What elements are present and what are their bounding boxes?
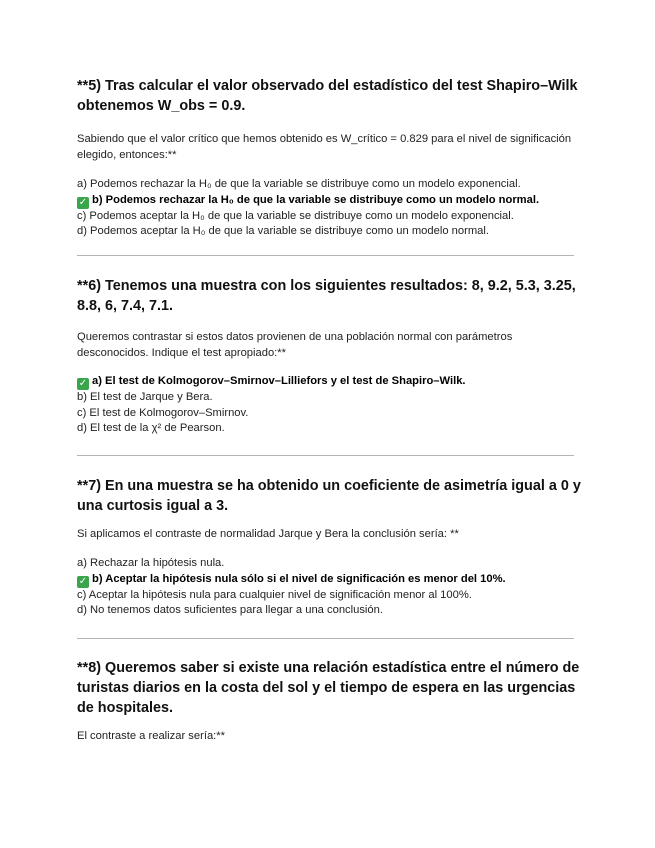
options-list	[77, 374, 582, 437]
question-title: **6) Tenemos una muestra con los siguientes resultados: 8, 9.2, 5.3, 3.25, 8.8, 6, 7.4, 7.1.	[77, 278, 576, 314]
option-text: d) El test de la χ² de Pearson.	[77, 422, 225, 434]
question-intro: Sabiendo que el valor crítico que hemos obtenido es W_crítico = 0.829 para el nivel de significación elegido, entonces:**	[77, 133, 572, 161]
option-text: c) El test de Kolmogorov–Smirnov.	[77, 406, 249, 419]
divider	[77, 255, 574, 256]
option-d	[77, 603, 582, 619]
question-title: **5) Tras calcular el valor observado del estadístico del test Shapiro–Wilk obtenemos W_obs = 0.9.	[77, 78, 578, 114]
option-text: c) Podemos aceptar la H₀ de que la variable se distribuye como un modelo exponencial.	[77, 209, 514, 222]
option-a	[77, 177, 582, 193]
option-text: d) Podemos aceptar la H₀ de que la variable se distribuye como un modelo normal.	[77, 225, 489, 237]
option-c	[77, 406, 582, 422]
question-title: **7) En una muestra se ha obtenido un coeficiente de asimetría igual a 0 y una curtosis igual a 3.	[77, 478, 581, 514]
option-b-correct	[77, 193, 582, 209]
option-a-correct	[77, 374, 582, 390]
question-7	[77, 476, 582, 619]
divider	[77, 455, 574, 456]
question-5	[77, 76, 582, 240]
option-text: b) Podemos rechazar la H₀ de que la variable se distribuye como un modelo normal.	[92, 193, 540, 206]
question-6	[77, 276, 582, 437]
question-intro: El contraste a realizar sería:**	[77, 730, 225, 742]
option-text: b) Aceptar la hipótesis nula sólo si el nivel de significación es menor del 10%.	[92, 572, 506, 585]
option-c	[77, 588, 582, 604]
option-b	[77, 390, 582, 406]
question-intro: Queremos contrastar si estos datos provienen de una población normal con parámetros desconocidos. Indique el test apropiado:**	[77, 331, 513, 359]
question-title: **8) Queremos saber si existe una relación estadística entre el número de turistas diarios en la costa del sol y el tiempo de espera en las urgencias de hospitales.	[77, 660, 580, 716]
option-text: a) Podemos rechazar la H₀ de que la variable se distribuye como un modelo exponencial.	[77, 178, 521, 190]
option-text: a) Rechazar la hipótesis nula.	[77, 557, 225, 569]
option-text: b) El test de Jarque y Bera.	[77, 391, 213, 403]
option-c	[77, 209, 582, 225]
option-a	[77, 556, 582, 572]
options-list	[77, 556, 582, 619]
option-text: c) Aceptar la hipótesis nula para cualquier nivel de significación menor al 100%.	[77, 588, 472, 601]
option-d	[77, 421, 582, 437]
option-text: d) No tenemos datos suficientes para llegar a una conclusión.	[77, 604, 383, 616]
check-mark-icon: ✓	[78, 196, 88, 208]
option-text: a) El test de Kolmogorov–Smirnov–Lilliefors y el test de Shapiro–Wilk.	[92, 375, 466, 387]
divider	[77, 638, 574, 639]
question-intro: Si aplicamos el contraste de normalidad Jarque y Bera la conclusión sería: **	[77, 528, 459, 540]
options-list	[77, 177, 582, 240]
check-mark-icon: ✓	[78, 378, 88, 389]
question-8	[77, 658, 582, 744]
option-b-correct	[77, 572, 582, 588]
check-mark-icon: ✓	[78, 575, 88, 587]
option-d	[77, 224, 582, 240]
